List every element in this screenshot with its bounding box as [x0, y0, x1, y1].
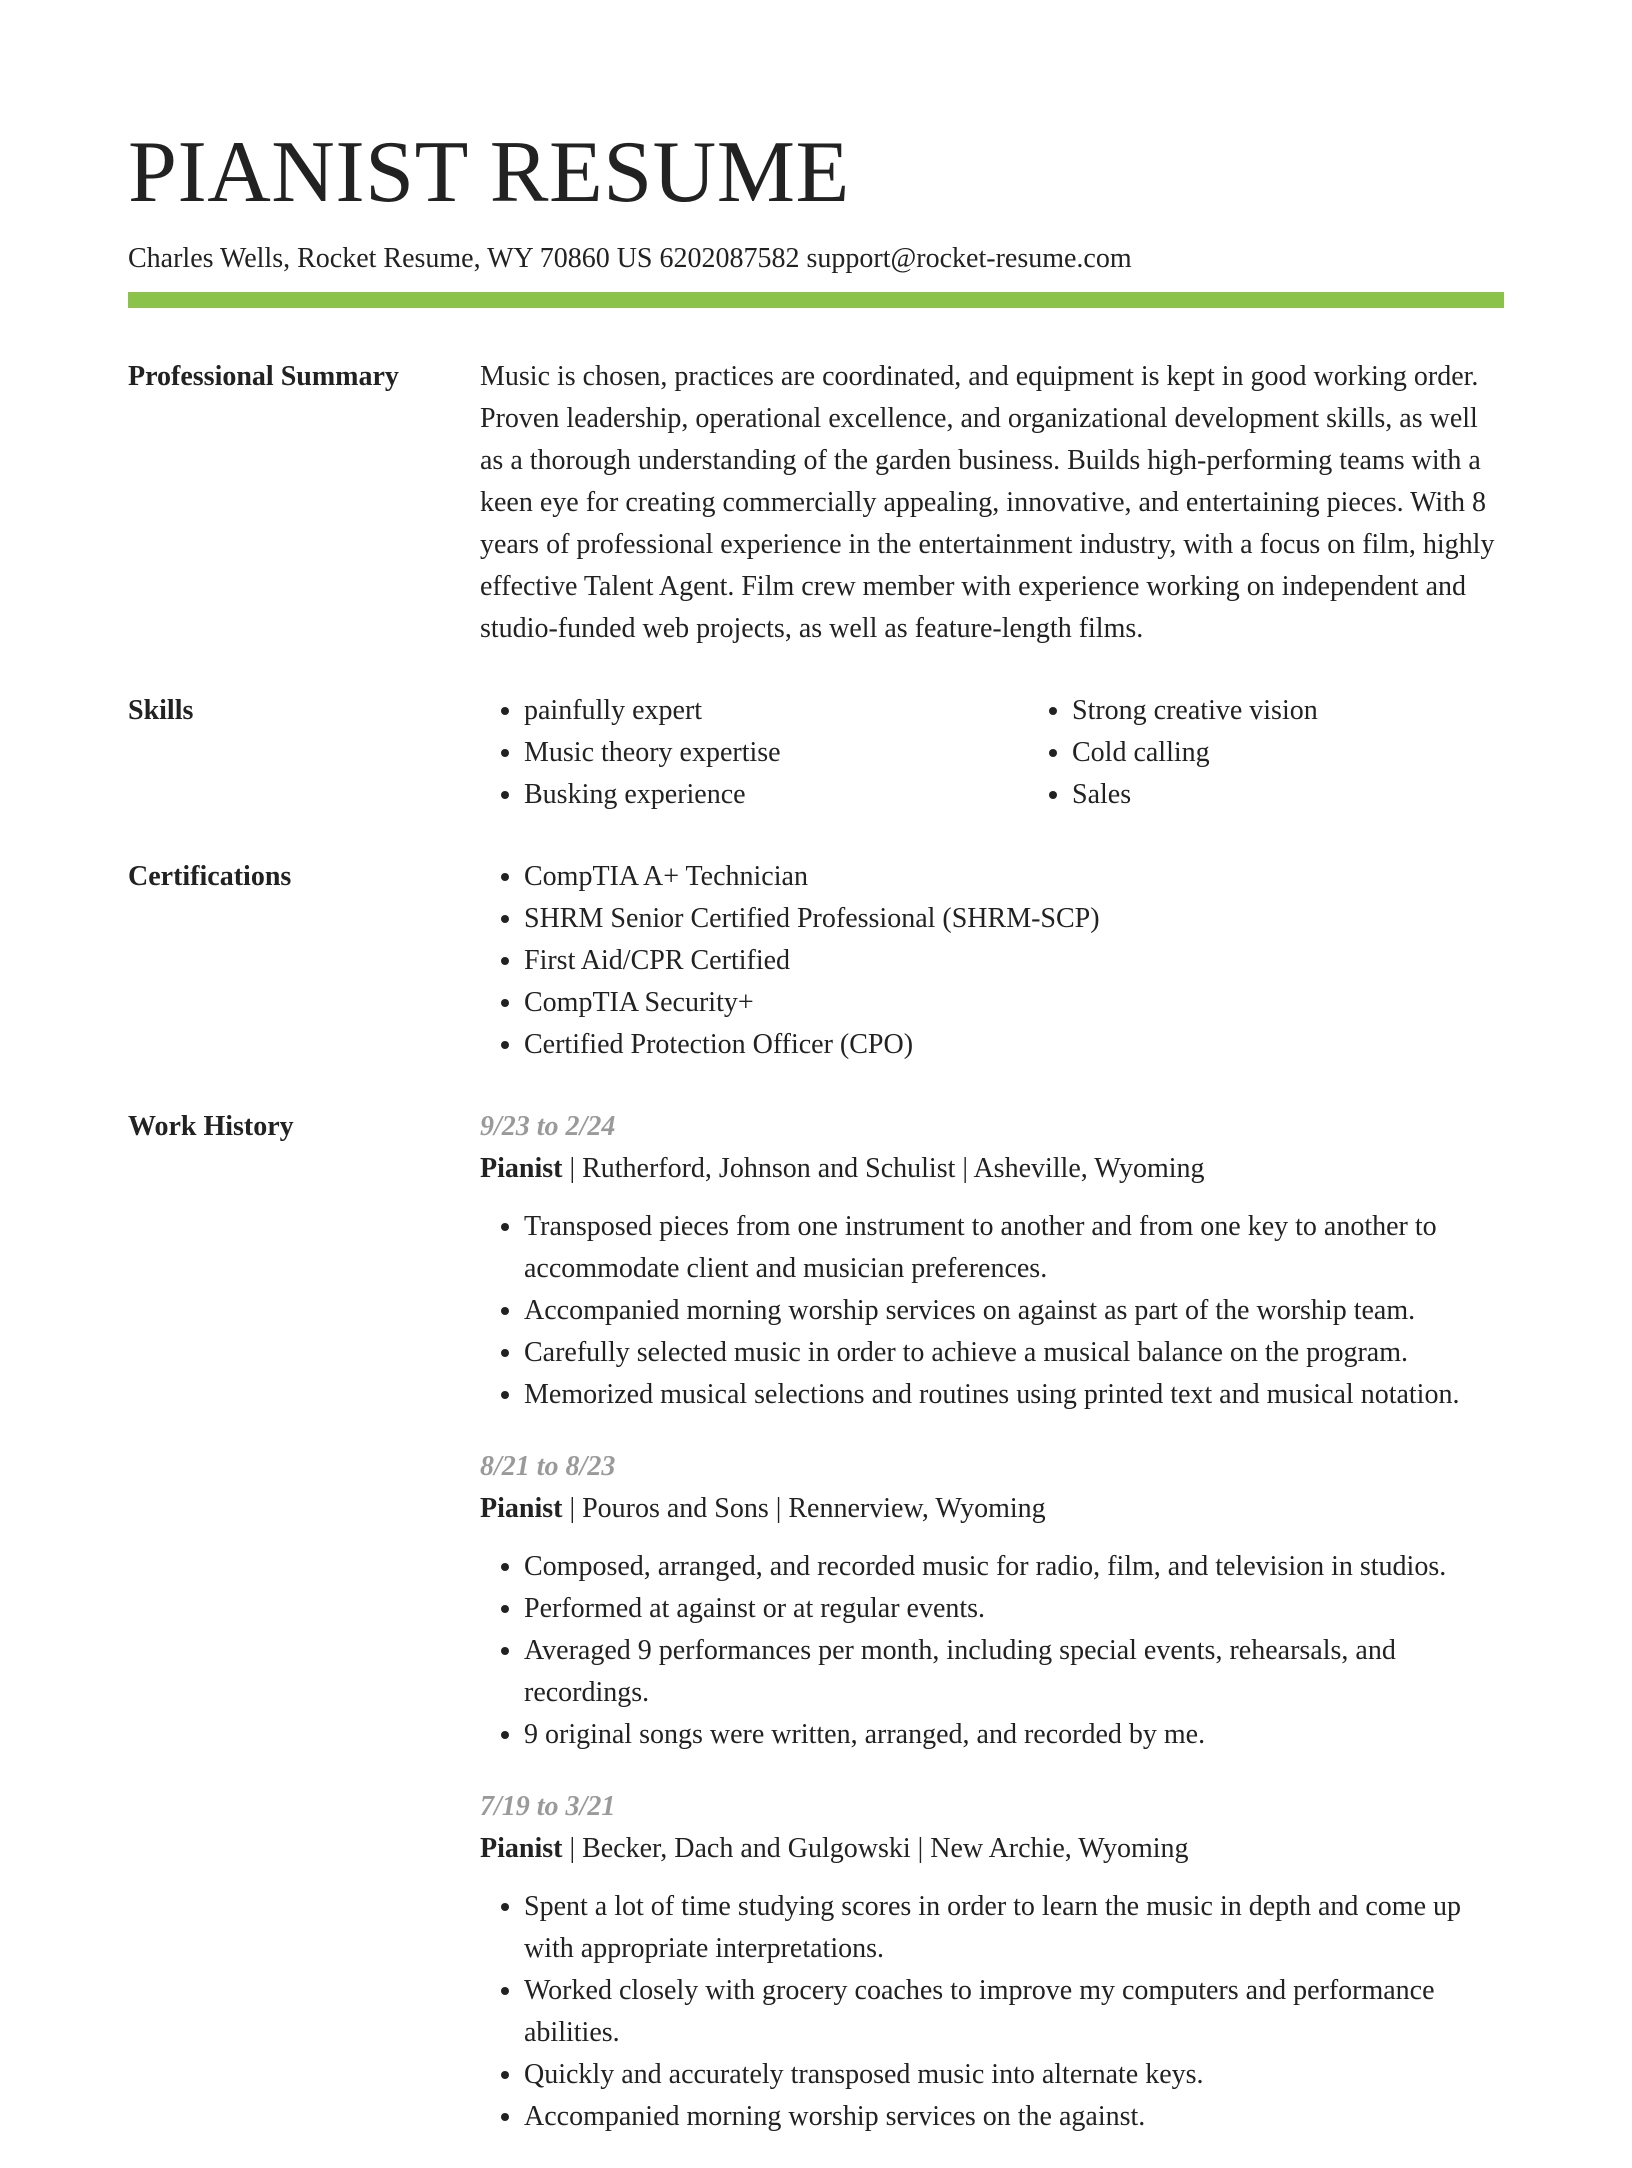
certification-item: • Certified Protection Officer (CPO)	[524, 1024, 1504, 1066]
certification-item: • CompTIA Security+	[524, 982, 1504, 1024]
accent-divider	[128, 292, 1504, 308]
job-details: | Becker, Dach and Gulgowski | New Archie, Wyoming	[562, 1833, 1189, 1864]
resume-title: PIANIST RESUME	[128, 124, 850, 221]
skill-item: • Busking experience	[524, 774, 1028, 816]
job-dates: 8/21 to 8/23	[480, 1451, 616, 1482]
certifications-content	[480, 856, 1504, 1066]
job-bullet: • Composed, arranged, and recorded music for radio, film, and television in studios.	[524, 1546, 1504, 1588]
job-bullets	[480, 1206, 1504, 1416]
job-dates: 9/23 to 2/24	[480, 1111, 616, 1142]
section-label-skills: Skills	[128, 695, 194, 726]
job-bullets	[480, 1886, 1504, 2138]
job-title: Pianist	[480, 1153, 563, 1184]
summary-content	[480, 356, 1504, 650]
certification-item: • CompTIA A+ Technician	[524, 856, 1504, 898]
job-title: Pianist	[480, 1833, 563, 1864]
job-bullet: • Performed at against or at regular events.	[524, 1588, 1504, 1630]
section-label-work-history: Work History	[128, 1111, 294, 1142]
job-entry	[480, 1786, 1504, 2138]
job-bullet: • Accompanied morning worship services on against as part of the worship team.	[524, 1290, 1504, 1332]
job-role-line	[480, 1148, 1504, 1190]
resume-page	[128, 0, 1504, 2168]
summary-text: Music is chosen, practices are coordinated, and equipment is kept in good working order. Proven leadership, operational excellence, and organizational development skills, as well as a thorough understanding of the garden business. Builds high-performing teams with a keen eye for creating commercially appealing, innovative, and entertaining pieces. With 8 years of professional experience in the entertainment industry, with a focus on film, highly effective Talent Agent. Film crew member with experience working on independent and studio-funded web projects, as well as feature-length films.	[480, 361, 1495, 644]
certifications-list	[480, 856, 1504, 1066]
job-bullets	[480, 1546, 1504, 1756]
skills-section	[128, 690, 1504, 816]
job-entry	[480, 1446, 1504, 1756]
job-bullet: • Carefully selected music in order to achieve a musical balance on the program.	[524, 1332, 1504, 1374]
job-dates: 7/19 to 3/21	[480, 1791, 616, 1822]
job-details: | Rutherford, Johnson and Schulist | Asheville, Wyoming	[562, 1153, 1205, 1184]
job-bullet: • 9 original songs were written, arranged, and recorded by me.	[524, 1714, 1504, 1756]
job-bullet: • Transposed pieces from one instrument to another and from one key to another to accommodate client and musician preferences.	[524, 1206, 1504, 1290]
contact-line: Charles Wells, Rocket Resume, WY 70860 US 6202087582 support@rocket-resume.com	[128, 243, 1132, 274]
work-history-content	[480, 1106, 1504, 2168]
skills-column-1	[480, 690, 1028, 816]
job-role-line	[480, 1828, 1504, 1870]
skill-item: • Strong creative vision	[1072, 690, 1576, 732]
work-history-section	[128, 1106, 1504, 2168]
job-bullet: • Quickly and accurately transposed music into alternate keys.	[524, 2054, 1504, 2096]
summary-section	[128, 356, 1504, 650]
job-details: | Pouros and Sons | Rennerview, Wyoming	[562, 1493, 1046, 1524]
job-bullet: • Accompanied morning worship services on the against.	[524, 2096, 1504, 2138]
job-bullet: • Spent a lot of time studying scores in order to learn the music in depth and come up with appropriate interpretations.	[524, 1886, 1504, 1970]
job-title: Pianist	[480, 1493, 563, 1524]
certifications-section	[128, 856, 1504, 1066]
job-bullet: • Memorized musical selections and routines using printed text and musical notation.	[524, 1374, 1504, 1416]
skill-item: • Cold calling	[1072, 732, 1576, 774]
certification-item: • SHRM Senior Certified Professional (SHRM-SCP)	[524, 898, 1504, 940]
job-entry	[480, 1106, 1504, 1416]
skills-column-2	[1028, 690, 1576, 816]
job-bullet: • Worked closely with grocery coaches to improve my computers and performance abilities.	[524, 1970, 1504, 2054]
certification-item: • First Aid/CPR Certified	[524, 940, 1504, 982]
skill-item: • painfully expert	[524, 690, 1028, 732]
job-bullet: • Averaged 9 performances per month, including special events, rehearsals, and recordings.	[524, 1630, 1504, 1714]
section-label-summary: Professional Summary	[128, 361, 399, 392]
skill-item: • Sales	[1072, 774, 1576, 816]
section-label-certifications: Certifications	[128, 861, 292, 892]
skills-content	[480, 690, 1576, 816]
skill-item: • Music theory expertise	[524, 732, 1028, 774]
job-role-line	[480, 1488, 1504, 1530]
